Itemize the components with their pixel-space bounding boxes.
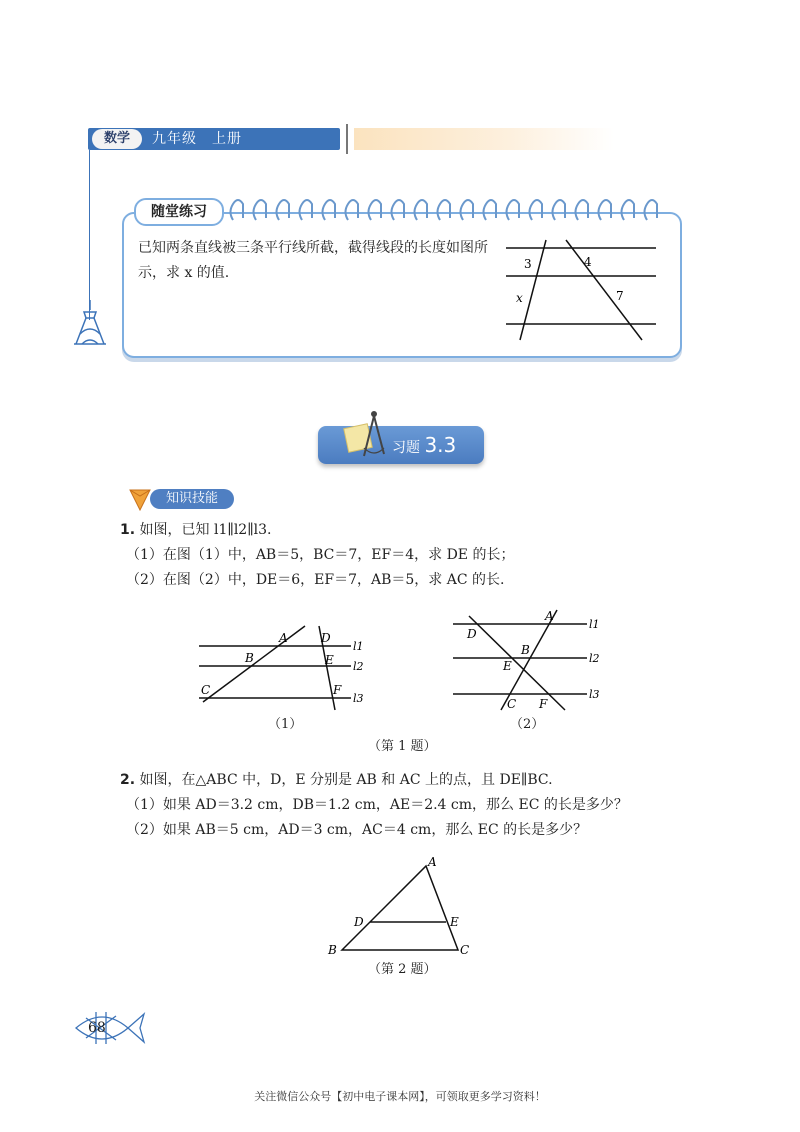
fig-q2-label-c: C <box>460 943 470 957</box>
practice-label-7: 7 <box>616 289 624 303</box>
question-2-part-2: （2）如果 AB＝5 cm，AD＝3 cm，AC＝4 cm，那么 EC 的长是多少？ <box>126 822 588 838</box>
section-badge: 知识技能 <box>150 489 234 509</box>
exercise-banner-label <box>392 432 456 461</box>
margin-rule <box>89 150 90 320</box>
figure-2 <box>320 852 480 958</box>
practice-title: 随堂练习 <box>134 198 224 226</box>
practice-figure <box>500 236 660 346</box>
question-2-stem <box>120 770 553 790</box>
fig2-label-e: E <box>503 659 512 673</box>
fig1-label-l3: l3 <box>353 692 364 705</box>
fig1-label-b: B <box>245 651 254 665</box>
subject-badge: 数学 <box>92 129 142 149</box>
figure-1-caption: （第 1 题） <box>368 739 437 754</box>
grade-label: 九年级 上册 <box>152 131 242 147</box>
question-2-stem-text: 如图，在△ABC 中，D，E 分别是 AB 和 AC 上的点，且 DE∥BC. <box>139 772 553 788</box>
page-number: 68 <box>88 1020 106 1036</box>
fig2-label-l3: l3 <box>589 688 600 701</box>
fig1-label-a: A <box>279 631 288 645</box>
figure-1-2 <box>445 606 615 718</box>
compass-icon <box>340 408 390 464</box>
question-1-stem-text: 如图，已知 l1∥l2∥l3. <box>139 522 272 538</box>
fig-q2-label-d: D <box>354 915 364 929</box>
fig-q2-label-b: B <box>328 943 337 957</box>
practice-text: 已知两条直线被三条平行线所截，截得线段的长度如图所示，求 x 的值. <box>138 240 488 281</box>
fig2-label-l2: l2 <box>589 652 600 665</box>
practice-label-x: x <box>516 291 523 305</box>
fig2-label-a: A <box>545 609 554 623</box>
question-2-part-1: （1）如果 AD＝3.2 cm，DB＝1.2 cm，AE＝2.4 cm，那么 EC 的长是多少？ <box>126 797 628 813</box>
fig2-label-l1: l1 <box>589 618 600 631</box>
fig1-label-d: D <box>321 631 331 645</box>
fig1-label-e: E <box>325 653 334 667</box>
fig-q2-label-e: E <box>450 915 459 929</box>
practice-label-3: 3 <box>524 257 532 271</box>
fig1-label-l2: l2 <box>353 660 364 673</box>
fig2-label-c: C <box>507 697 517 711</box>
fig2-label-b: B <box>521 643 530 657</box>
question-1-stem <box>120 520 272 540</box>
fig1-label-f: F <box>333 683 342 697</box>
fig2-label-d: D <box>467 627 477 641</box>
fig1-label-l1: l1 <box>353 640 364 653</box>
fig2-label-f: F <box>539 697 548 711</box>
exercise-label: 习题 <box>392 440 420 456</box>
question-1-part-1: （1）在图（1）中，AB＝5，BC＝7，EF＝4，求 DE 的长； <box>126 547 515 563</box>
header-divider <box>346 124 348 154</box>
spiral-binding <box>225 190 675 226</box>
fig1-label-c: C <box>201 683 211 697</box>
figure-1-2-caption: （2） <box>510 717 545 732</box>
fig-q2-label-a: A <box>428 855 437 869</box>
question-1-number: 1. <box>120 522 136 538</box>
footer-note: 关注微信公众号【初中电子课本网】，可领取更多学习资料！ <box>254 1090 546 1103</box>
diamond-icon <box>128 486 152 512</box>
figure-2-caption: （第 2 题） <box>368 962 437 977</box>
practice-label-4: 4 <box>584 255 592 269</box>
tower-icon <box>70 298 110 348</box>
figure-1-1-caption: （1） <box>268 717 303 732</box>
fish-icon <box>72 1006 148 1050</box>
exercise-number: 3.3 <box>424 433 457 457</box>
question-2-number: 2. <box>120 772 136 788</box>
header-gradient-bar <box>354 128 614 150</box>
question-1-part-2: （2）在图（2）中，DE＝6，EF＝7，AB＝5，求 AC 的长. <box>126 572 505 588</box>
